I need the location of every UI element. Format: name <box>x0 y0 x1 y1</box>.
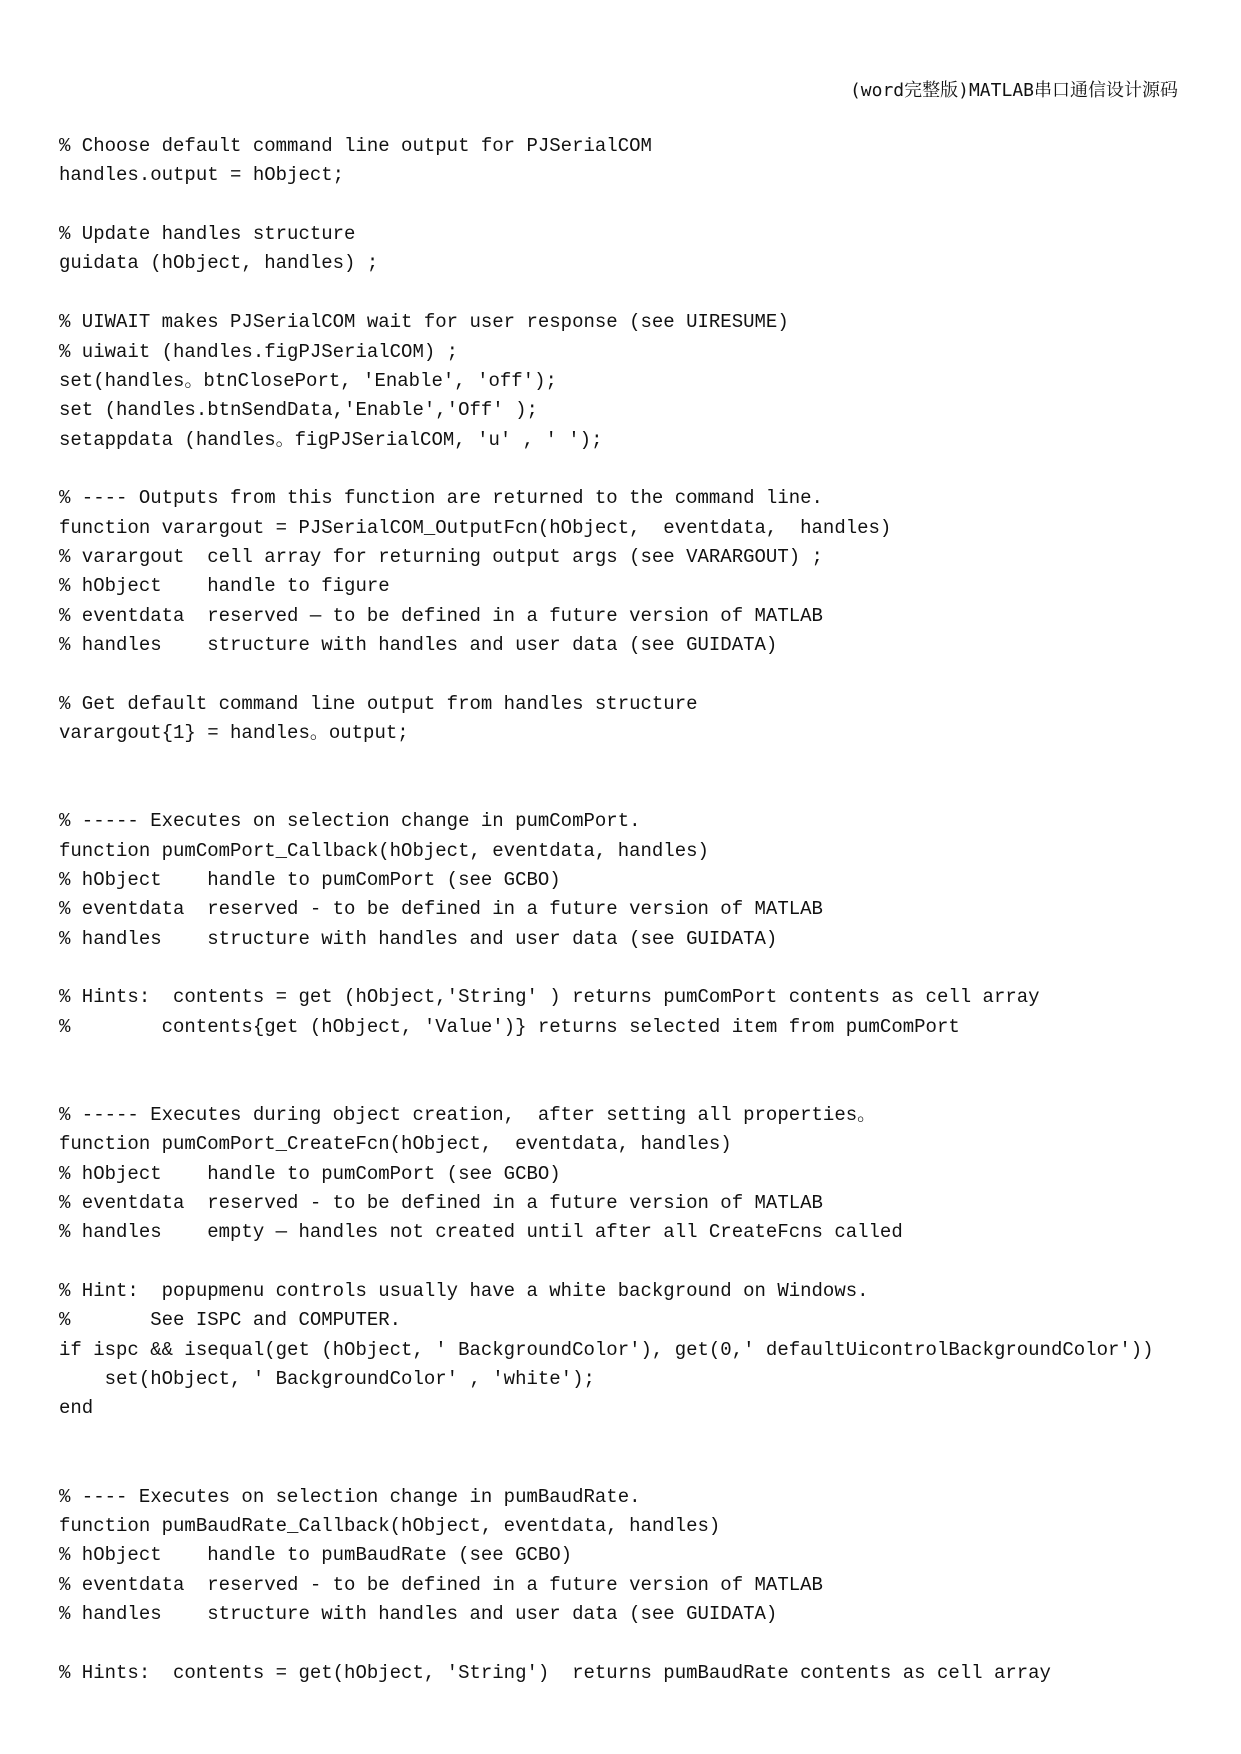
code-line: % Hint: popupmenu controls usually have a white background on Windows. <box>59 1280 869 1303</box>
code-line: set (handles.btnSendData,'Enable','Off' ); <box>59 399 538 422</box>
code-line <box>59 1072 1154 1101</box>
code-line: % hObject handle to pumComPort (see GCBO) <box>59 1162 561 1185</box>
code-line: % hObject handle to figure <box>59 575 390 598</box>
code-line: % hObject handle to pumComPort (see GCBO) <box>59 868 561 891</box>
code-line: function pumComPort_CreateFcn(hObject, eventdata, handles) <box>59 1133 732 1156</box>
code-line: function varargout = PJSerialCOM_OutputFcn(hObject, eventdata, handles) <box>59 516 892 539</box>
code-line <box>59 191 1154 220</box>
code-line: % eventdata reserved - to be defined in a future version of MATLAB <box>59 1191 823 1214</box>
code-line: % Hints: contents = get (hObject,'String' ) returns pumComPort contents as cell array <box>59 986 1040 1009</box>
code-line <box>59 1629 1154 1658</box>
code-line: % Get default command line output from handles structure <box>59 692 698 715</box>
code-line <box>59 778 1154 807</box>
code-line: % contents{get (hObject, 'Value')} returns selected item from pumComPort <box>59 1015 960 1038</box>
code-line: set(hObject, ' BackgroundColor' , 'white'); <box>59 1368 595 1391</box>
code-line: % handles structure with handles and user data (see GUIDATA) <box>59 634 778 657</box>
code-line: % ---- Executes on selection change in pumBaudRate. <box>59 1485 641 1508</box>
code-line: setappdata (handles。figPJSerialCOM, 'u' , ' '); <box>59 428 603 451</box>
code-line: % See ISPC and COMPUTER. <box>59 1309 402 1332</box>
code-line: % hObject handle to pumBaudRate (see GCBO) <box>59 1544 573 1567</box>
code-line: % eventdata reserved - to be defined in a future version of MATLAB <box>59 898 823 921</box>
code-line <box>59 1248 1154 1277</box>
code-line: % Choose default command line output for PJSerialCOM <box>59 135 652 157</box>
code-line: % uiwait (handles.figPJSerialCOM) ; <box>59 340 459 363</box>
document-header: (word完整版)MATLAB串口通信设计源码 <box>849 80 1178 101</box>
code-line <box>59 954 1154 983</box>
code-line: % Update handles structure <box>59 223 356 246</box>
code-line: % UIWAIT makes PJSerialCOM wait for user response (see UIRESUME) <box>59 311 789 334</box>
code-line: % ----- Executes on selection change in pumComPort. <box>59 810 641 833</box>
code-line <box>59 749 1154 778</box>
code-line <box>59 279 1154 308</box>
code-line: % ----- Executes during object creation, after setting all properties。 <box>59 1103 877 1126</box>
code-line: end <box>59 1397 94 1420</box>
code-line: set(handles。btnClosePort, 'Enable', 'off'); <box>59 369 557 392</box>
code-line <box>59 1453 1154 1482</box>
code-line: % eventdata reserved — to be defined in a future version of MATLAB <box>59 604 823 627</box>
code-line: guidata (hObject, handles) ; <box>59 252 379 275</box>
code-line <box>59 455 1154 484</box>
code-line: varargout{1} = handles。output; <box>59 722 409 745</box>
code-line <box>59 1424 1154 1453</box>
code-line <box>59 660 1154 689</box>
code-line: function pumComPort_Callback(hObject, eventdata, handles) <box>59 839 709 862</box>
code-line: % ---- Outputs from this function are returned to the command line. <box>59 487 823 510</box>
code-line: % handles structure with handles and user data (see GUIDATA) <box>59 1602 778 1625</box>
code-line: handles.output = hObject; <box>59 164 345 187</box>
code-line: % Hints: contents = get(hObject, 'String') returns pumBaudRate contents as cell array <box>59 1661 1051 1684</box>
code-line: % varargout cell array for returning output args (see VARARGOUT) ; <box>59 546 823 569</box>
code-line: if ispc && isequal(get (hObject, ' BackgroundColor'), get(0,' defaultUicontrolBackgroundColor')) <box>59 1338 1154 1361</box>
code-listing <box>59 132 1154 1688</box>
code-line: % eventdata reserved - to be defined in a future version of MATLAB <box>59 1573 823 1596</box>
code-line: function pumBaudRate_Callback(hObject, eventdata, handles) <box>59 1514 721 1537</box>
code-line <box>59 1042 1154 1071</box>
code-line: % handles structure with handles and user data (see GUIDATA) <box>59 927 778 950</box>
code-line: % handles empty — handles not created until after all CreateFcns called <box>59 1221 903 1244</box>
